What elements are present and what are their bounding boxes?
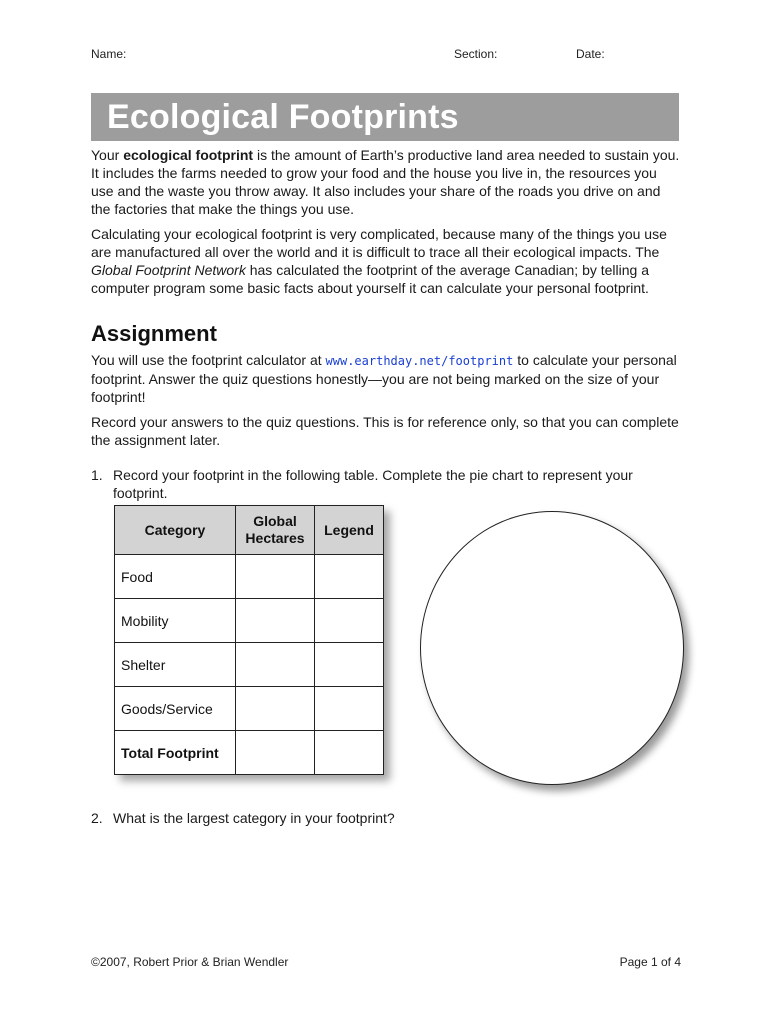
header-legend: Legend [315,506,384,555]
header-category: Category [115,506,236,555]
intro-paragraph-2 [91,225,681,297]
intro-p1-pre: Your [91,147,124,163]
assignment-heading: Assignment [91,321,217,346]
row-label-food: Food [115,555,236,599]
question-1 [91,466,683,502]
question-2 [91,809,683,827]
legend-cell-goods-service[interactable] [315,687,384,731]
assignment-paragraph-2: Record your answers to the quiz questions. This is for reference only, so that you can complete the assignment later. [91,414,679,448]
page-number: Page 1 of 4 [619,955,681,969]
row-label-mobility: Mobility [115,599,236,643]
assignment-p1-post: to calculate your personal footprint. Answer the quiz questions honestly—you are not being marked on the size of your footprint! [91,352,677,405]
table-row [115,731,384,775]
hectares-cell-mobility[interactable] [236,599,315,643]
legend-cell-shelter[interactable] [315,643,384,687]
intro-section [91,146,681,304]
question-1-text: Record your footprint in the following table. Complete the pie chart to represent your footprint. [113,467,633,501]
section-label: Section: [454,47,498,61]
assignment-p1-pre: You will use the footprint calculator at [91,352,326,368]
legend-cell-total[interactable] [315,731,384,775]
hectares-cell-food[interactable] [236,555,315,599]
hectares-cell-total[interactable] [236,731,315,775]
assignment-section [91,321,681,456]
table-row [115,643,384,687]
intro-p2-post: has calculated the footprint of the average Canadian; by telling a computer program some basic facts about yourself it can calculate your personal footprint. [91,262,649,296]
footprint-table [114,505,384,775]
intro-p1-post: is the amount of Earth’s productive land area needed to sustain you. It includes the farms needed to grow your food and the house you live in, the resources you use and the waste you throw away. It also includes your share of the roads you drive on and the factories that make the things you use. [91,147,680,217]
copyright-footer: ©2007, Robert Prior & Brian Wendler [91,955,289,969]
assignment-paragraph-1 [91,351,681,406]
intro-p2-pre: Calculating your ecological footprint is very complicated, because many of the things you use are manufactured all over the world and it is difficult to trace all their ecological impacts. The [91,226,667,260]
footprint-calculator-link[interactable]: www.earthday.net/footprint [325,354,514,368]
row-label-total-footprint: Total Footprint [115,731,236,775]
name-label: Name: [91,47,127,61]
hectares-cell-shelter[interactable] [236,643,315,687]
blank-pie-chart[interactable] [420,511,684,785]
legend-cell-food[interactable] [315,555,384,599]
hectares-cell-goods-service[interactable] [236,687,315,731]
table-row [115,555,384,599]
table-row [115,687,384,731]
table-row [115,599,384,643]
question-2-text: What is the largest category in your footprint? [113,810,395,826]
intro-paragraph-1 [91,146,681,218]
page-title: Ecological Footprints [107,98,459,136]
date-label: Date: [576,47,605,61]
title-banner [91,93,679,141]
question-1-number: 1. [91,467,103,483]
legend-cell-mobility[interactable] [315,599,384,643]
table-header-row [115,506,384,555]
header-global-hectares: Global Hectares [236,506,315,555]
row-label-shelter: Shelter [115,643,236,687]
global-footprint-network: Global Footprint Network [91,262,246,278]
question-2-number: 2. [91,810,103,826]
row-label-goods-service: Goods/Service [115,687,236,731]
ecological-footprint-term: ecological footprint [123,147,254,163]
